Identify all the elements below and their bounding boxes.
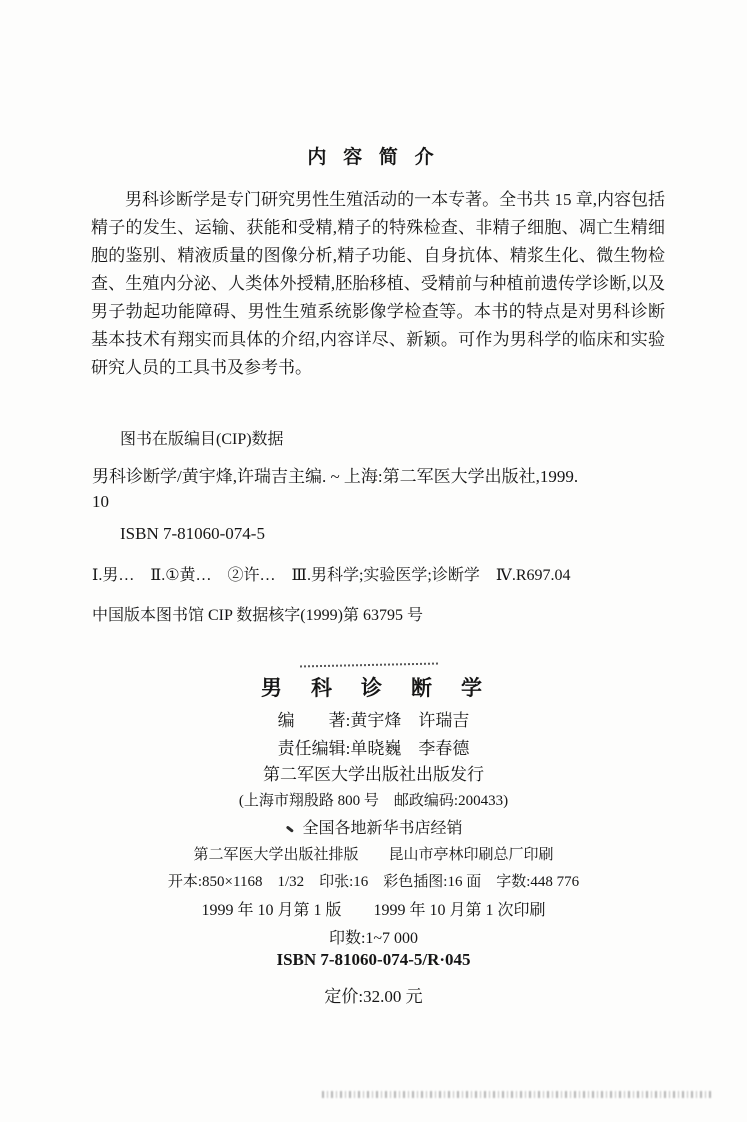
colophon-format-line: 开本:850×1168 1/32 印张:16 彩色插图:16 面 字数:448 776 — [167, 874, 580, 890]
colophon-print-run-line: 印数:1~7 000 — [328, 930, 419, 947]
colophon-distribution-text: 全国各地新华书店经销 — [302, 820, 463, 837]
colophon-printer-line: 第二军医大学出版社排版 昆山市亭林印刷总厂印刷 — [193, 847, 554, 863]
scan-smudge-artifact — [322, 1091, 714, 1098]
pen-mark-artifact — [286, 825, 294, 832]
cip-record-number: 中国版本图书馆 CIP 数据核字(1999)第 63795 号 — [92, 607, 423, 624]
colophon-isbn-line: ISBN 7-81060-074-5/R·045 — [276, 950, 471, 969]
colophon-edition-line: 1999 年 10 月第 1 版 1999 年 10 月第 1 次印刷 — [201, 902, 546, 919]
colophon-distribution-line — [0, 815, 747, 838]
colophon-price-line: 定价:32.00 元 — [324, 987, 423, 1006]
cip-classification: Ⅰ.男… Ⅱ.①黄… ②许… Ⅲ.男科学;实验医学;诊断学 Ⅳ.R697.04 — [92, 567, 571, 584]
colophon-editors-line: 编 著:黄宇烽 许瑞吉 — [277, 711, 470, 730]
intro-paragraph: 男科诊断学是专门研究男性生殖活动的一本专著。全书共 15 章,内容包括精子的发生、运输、获能和受精,精子的特殊检查、非精子细胞、凋亡生精细胞的鉴别、精液质量的图像分析,精子功能、自身抗体、精浆生化、微生物检查、生殖内分泌、人类体外授精,胚胎移植、受精前与种植前遗传学诊断,以及男子勃起功能障碍、男性生殖系统影像学检查等。本书的特点是对男科诊断基本技术有翔实而具体的介绍,内容详尽、新颖。可作为男科学的临床和实验研究人员的工具书及参考书。 — [91, 190, 665, 377]
cip-heading: 图书在版编目(CIP)数据 — [120, 431, 284, 448]
book-title: 男 科 诊 断 学 — [261, 676, 486, 700]
scan-squiggle-artifact — [300, 663, 438, 668]
cip-record-line-1: 男科诊断学/黄宇烽,许瑞吉主编. ~ 上海:第二军医大学出版社,1999. — [92, 467, 579, 486]
colophon-responsible-editors-line: 责任编辑:单晓巍 李春德 — [277, 739, 470, 758]
colophon-publisher-line: 第二军医大学出版社出版发行 — [263, 765, 484, 784]
section-title: 内 容 简 介 — [307, 147, 440, 168]
cip-isbn: ISBN 7-81060-074-5 — [120, 524, 265, 543]
cip-record-line-2: 10 — [92, 492, 109, 511]
colophon-address-line: (上海市翔殷路 800 号 邮政编码:200433) — [238, 793, 509, 809]
